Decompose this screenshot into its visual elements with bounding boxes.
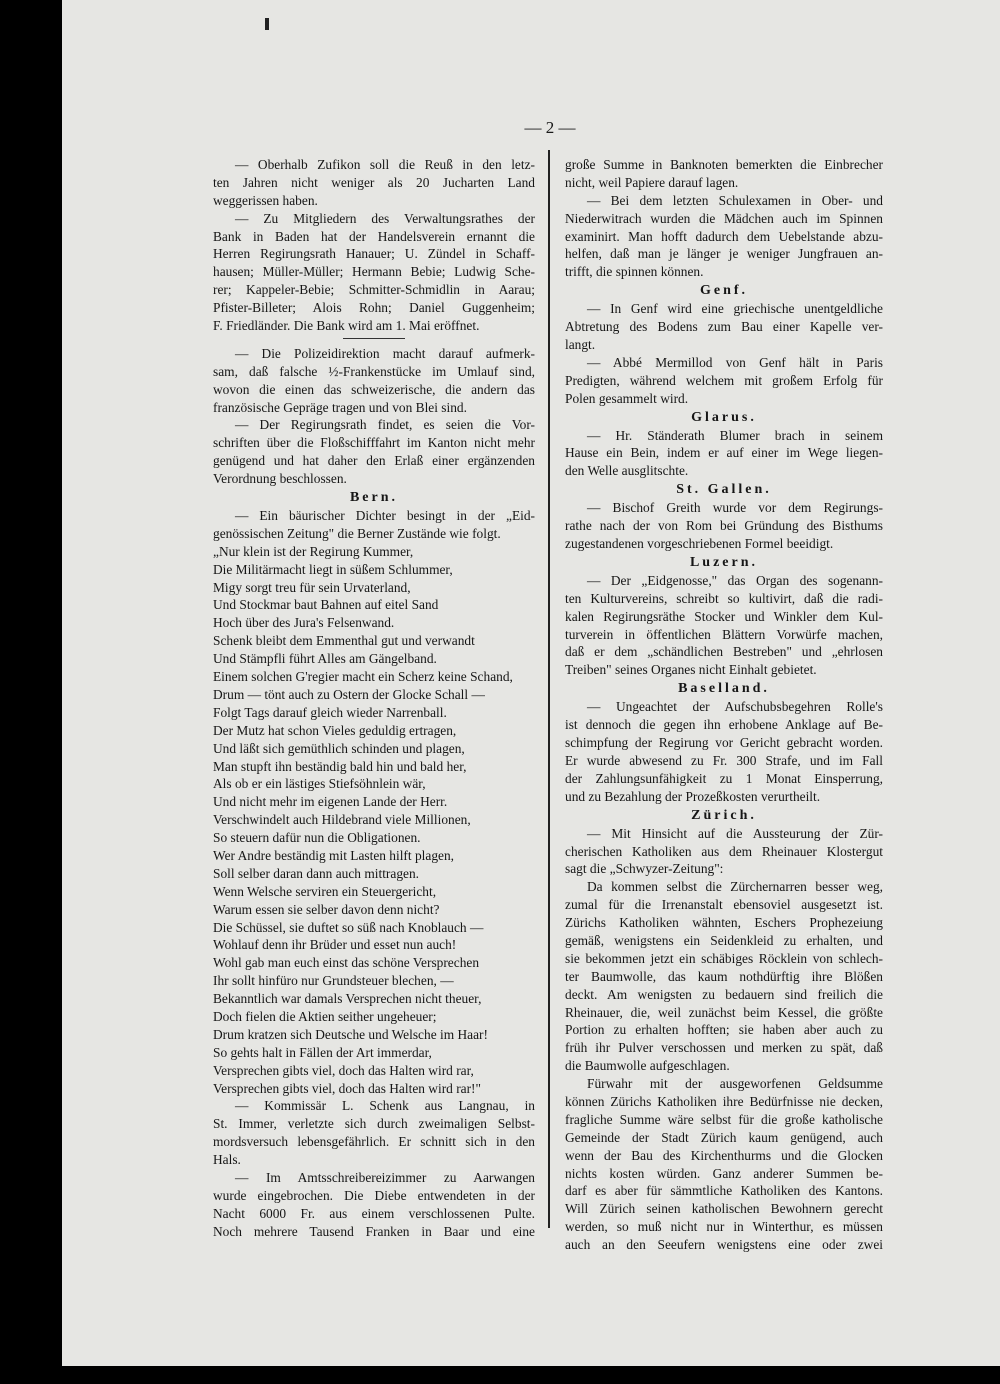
article-paragraph xyxy=(213,507,535,543)
text-line: Da kommen selbst die Zürchernarren besser weg, xyxy=(587,879,883,895)
article-paragraph xyxy=(565,825,883,879)
article-paragraph xyxy=(565,499,883,553)
text-line: ten Kulturvereins, schreibt so kultivirt, daß die radi- xyxy=(565,590,883,606)
section-heading: Zürich. xyxy=(691,807,757,823)
text-line: gemäß, wenigstens ein Seidenkleid zu erhalten, und xyxy=(565,932,883,948)
text-line: kalen Regirungsräthe Stocker und Winkler dem Kul- xyxy=(565,608,883,624)
text-line: darf es aber für sämmtliche Katholiken des Kantons. xyxy=(565,1183,883,1199)
text-line: Zürichs Katholiken wähnten, Eschers Prophezeiung xyxy=(565,915,883,931)
text-line: werden, so muß nicht nur in Winterthur, es müssen xyxy=(565,1219,883,1235)
text-line: Treiben" seines Organes nicht Einhalt gebietet. xyxy=(565,662,817,678)
text-line: — Bischof Greith wurde vor dem Regirungs- xyxy=(587,500,883,516)
text-line: — Der „Eidgenosse," das Organ des sogenann- xyxy=(587,572,883,588)
text-line: Er wurde abwesend zu Fr. 300 Strafe, und im Fall xyxy=(565,752,883,768)
text-line: zugestandenen vorgeschriebenen Formel beeidigt. xyxy=(565,536,834,552)
text-line: — Bei dem letzten Schulexamen in Ober- und xyxy=(587,192,883,208)
text-line: französische Gepräge tragen und von Blei sind. xyxy=(213,399,467,415)
article-paragraph xyxy=(565,1075,883,1254)
text-line: Die Schüssel, sie duftet so süß nach Knoblauch — xyxy=(213,919,484,935)
section-heading: St. Gallen. xyxy=(676,482,772,498)
text-line: — In Genf wird eine griechische unentgeldliche xyxy=(587,301,883,317)
text-line: sie bekommen jetzt ein schäbiges Röcklein von schlech- xyxy=(565,950,883,966)
article-paragraph xyxy=(213,210,535,335)
text-line: und zu Bezahlung der Prozeßkosten verurtheilt. xyxy=(565,788,821,804)
article-paragraph xyxy=(565,878,883,1075)
text-line: Fürwahr mit der ausgeworfenen Geldsumme xyxy=(587,1076,883,1092)
text-line: So gehts halt in Fällen der Art immerdar, xyxy=(213,1044,432,1060)
text-line: rer; Kappeler-Bebie; Schmitter-Schmidlin in Aarau; xyxy=(213,282,535,298)
text-line: Migy sorgt treu für sein Urvaterland, xyxy=(213,579,411,595)
article-paragraph xyxy=(565,698,883,805)
text-line: wenn der Bau des Kirchenthurms und die Glocken xyxy=(565,1147,883,1163)
text-line: cherischen Katholiken aus dem Rheinauer Klostergut xyxy=(565,843,883,859)
text-line: Der Mutz hat schon Vieles geduldig ertragen, xyxy=(213,722,457,738)
text-line: — Ungeachtet der Aufschubsbegehren Rolle's xyxy=(587,699,883,715)
text-line: schimpfung der Regirung vor Gericht gebracht worden. xyxy=(565,735,883,751)
section-heading: Bern. xyxy=(349,490,399,506)
text-line: Folgt Tags darauf gleich wieder Narrenball. xyxy=(213,704,447,720)
text-line: — Mit Hinsicht auf die Aussteurung der Zür- xyxy=(587,825,883,841)
text-line: früh ihr Pulver verschossen und merken zu spät, daß xyxy=(565,1040,883,1056)
text-line: Versprechen gibts viel, doch das Halten wird rar, xyxy=(213,1062,474,1078)
text-line: Und Stockmar baut Bahnen auf eitel Sand xyxy=(213,597,439,613)
text-line: nicht, weil Papiere darauf lagen. xyxy=(565,174,739,190)
text-line: — Oberhalb Zufikon soll die Reuß in den letz- xyxy=(235,157,535,172)
text-line: Gemeinde der Stadt Zürich kaum genügend, auch xyxy=(565,1129,883,1145)
article-paragraph xyxy=(565,572,883,679)
text-line: Hoch über des Jura's Felsenwand. xyxy=(213,615,395,631)
text-line: hausen; Müller-Müller; Hermann Bebie; Ludwig Sche- xyxy=(213,264,535,280)
text-line: turverein in öffentlichen Blättern Vorwürfe machen, xyxy=(565,626,883,642)
text-line: — Die Polizeidirektion macht darauf aufmerk- xyxy=(235,345,535,361)
text-line: weggerissen haben. xyxy=(213,192,318,208)
text-line: Pfister-Billeter; Alois Rohn; Daniel Guggenheim; xyxy=(213,300,535,316)
text-line: sagt die „Schwyzer-Zeitung": xyxy=(565,861,724,877)
text-line: Rheinauer, die, weil zunächst beim Kessel, die größte xyxy=(565,1004,883,1020)
text-line: ten Jahren nicht weniger als 20 Jucharten Land xyxy=(213,174,535,190)
section-heading: Genf. xyxy=(699,283,749,299)
text-line: Polen gesammelt wird. xyxy=(565,390,689,406)
text-line: Schenk bleibt dem Emmenthal gut und verwandt xyxy=(213,633,475,649)
section-heading: Baselland. xyxy=(678,681,770,697)
text-line: Die Militärmacht liegt in süßem Schlummer, xyxy=(213,561,453,577)
text-line: F. Friedländer. Die Bank wird am 1. Mai eröffnet. xyxy=(213,318,480,334)
margin-mark xyxy=(265,18,269,30)
text-line: wurde eingebrochen. Die Diebe entwendeten in der xyxy=(213,1187,535,1203)
section-heading: Luzern. xyxy=(689,554,759,570)
text-line: der Zahlungsunfähigkeit zu 1 Monat Einsperrung, xyxy=(565,770,883,786)
text-line: Man stupft ihn beständig bald hin und bald her, xyxy=(213,758,467,774)
text-line: — Zu Mitgliedern des Verwaltungsrathes der xyxy=(235,210,535,226)
text-line: Verschwindelt auch Hildebrand viele Millionen, xyxy=(213,812,471,828)
text-line: Versprechen gibts viel, doch das Halten wird rar!" xyxy=(213,1080,481,1096)
text-line: Ihr sollt hinfüro nur Grundsteuer blechen, — xyxy=(213,973,454,989)
text-line: Nacht 6000 Fr. aus einem verschlossenen Pulte. xyxy=(213,1205,535,1221)
article-paragraph xyxy=(213,1169,535,1241)
text-line: Noch mehrere Tausend Franken in Baar und eine xyxy=(213,1223,535,1239)
text-line: — Im Amtsschreibereizimmer zu Aarwangen xyxy=(235,1169,535,1185)
text-line: Und Stämpfli führt Alles am Gängelband. xyxy=(213,651,437,667)
text-line: So steuern dafür nun die Obligationen. xyxy=(213,830,421,846)
article-paragraph xyxy=(213,416,535,488)
text-line: examinirt. Man hofft dadurch dem Uebelstande abzu- xyxy=(565,228,883,244)
text-line: Will Zürich seinen katholischen Bewohnern gerecht xyxy=(565,1201,883,1217)
section-heading: Glarus. xyxy=(691,409,757,425)
text-line: Drum — tönt auch zu Ostern der Glocke Schall — xyxy=(213,686,485,702)
text-line: Portion zu erhalten hofften; sie haben aber auch zu xyxy=(565,1022,883,1038)
text-line: Wenn Welsche serviren ein Steuergericht, xyxy=(213,883,437,899)
article-paragraph xyxy=(213,1097,535,1169)
article-paragraph xyxy=(565,192,883,281)
text-line: Predigten, während welchem mit großem Erfolg für xyxy=(565,372,883,388)
text-line: Wohlauf denn ihr Brüder und esset nun auch! xyxy=(213,937,457,953)
text-line: — Kommissär L. Schenk aus Langnau, in xyxy=(235,1098,535,1114)
text-line: ter Baumwolle, das kaum nothdürftig ihre Blößen xyxy=(565,968,883,984)
text-line: zumal für die Irrenanstalt ebensoviel ausgesetzt ist. xyxy=(565,897,883,913)
text-line: deckt. Am wenigsten zu bedauern sind freilich die xyxy=(565,986,883,1002)
text-line: Wohl gab man euch einst das schöne Versprechen xyxy=(213,955,480,971)
text-line: Hals. xyxy=(213,1152,241,1168)
text-line: wovon die einen das schweizerische, die andern das xyxy=(213,381,535,397)
text-line: Herren Regirungsrath Hanauer; U. Zündel in Schaff- xyxy=(213,246,535,262)
article-paragraph xyxy=(213,345,535,417)
section-rule xyxy=(213,335,535,345)
text-line: nichts kosten würden. Ganz anderer Summen be- xyxy=(565,1165,883,1181)
text-line: „Nur klein ist der Regirung Kummer, xyxy=(213,543,414,559)
text-line: Als ob er ein lästiges Stiefsöhnlein wär, xyxy=(213,776,426,792)
text-line: können Zürichs Katholiken ihre Bedürfnisse nie decken, xyxy=(565,1093,883,1109)
article-paragraph xyxy=(565,354,883,408)
text-line: Warum essen sie selber davon denn nicht? xyxy=(213,901,440,917)
text-line: Soll selber daran dann auch mittragen. xyxy=(213,865,419,881)
text-line: Und nicht mehr im eigenen Lande der Herr. xyxy=(213,794,448,810)
text-line: rathe nach der von Rom bei Gründung des Bisthums xyxy=(565,518,883,534)
left-column xyxy=(213,156,535,1241)
column-divider xyxy=(548,150,550,1228)
text-line: langt. xyxy=(565,337,596,353)
poem xyxy=(213,543,535,1098)
text-line: ist dennoch die gegen ihn erhobene Anklage auf Be- xyxy=(565,717,883,733)
text-line: — Ein bäurischer Dichter besingt in der „Eid- xyxy=(235,508,535,524)
text-line: genügend und hat daher den Erlaß einer ergänzenden xyxy=(213,453,535,469)
text-line: Bank in Baden hat der Handelsverein ernannt die xyxy=(213,228,535,244)
text-line: mordsversuch lebensgefährlich. Er schnitt sich in den xyxy=(213,1134,535,1150)
page-number: — 2 — xyxy=(524,118,576,137)
article-paragraph xyxy=(565,427,883,481)
text-line: Einem solchen G'regier macht ein Scherz keine Schand, xyxy=(213,669,513,685)
text-line: die Baumwolle aufgeschlagen. xyxy=(565,1058,730,1074)
text-line: Bekanntlich war damals Versprechen nicht theuer, xyxy=(213,991,482,1007)
text-line: — Abbé Mermillod von Genf hält in Paris xyxy=(587,354,883,370)
article-paragraph xyxy=(565,300,883,354)
text-line: — Hr. Ständerath Blumer brach in seinem xyxy=(587,427,883,443)
text-line: daß er dem „schändlichen Bestreben" und „ehrlosen xyxy=(565,644,883,660)
article-paragraph xyxy=(565,156,883,192)
text-line: sam, daß falsche ½-Frankenstücke im Umlauf sind, xyxy=(213,363,535,379)
text-line: trifft, die spinnen können. xyxy=(565,264,704,280)
text-line: St. Immer, verletzte sich durch zweimaligen Selbst- xyxy=(213,1116,535,1132)
text-line: Doch fielen die Aktien seither ungeheuer; xyxy=(213,1008,437,1024)
text-line: — Der Regirungsrath findet, es seien die Vor- xyxy=(235,417,535,433)
text-line: große Summe in Banknoten bemerkten die Einbrecher xyxy=(565,157,883,172)
text-line: Und läßt sich gemüthlich schinden und plagen, xyxy=(213,740,465,756)
text-line: Abtretung des Bodens zum Bau einer Kapelle ver- xyxy=(565,319,883,335)
text-line: Wer Andre beständig mit Lasten hilft plagen, xyxy=(213,847,455,863)
text-line: Drum kratzen sich Deutsche und Welsche im Haar! xyxy=(213,1026,488,1042)
text-line: auch an den Seeufern wenigstens eine oder zwei xyxy=(565,1237,883,1253)
right-column xyxy=(565,156,883,1254)
text-line: schriften über die Floßschifffahrt im Kanton nicht mehr xyxy=(213,435,535,451)
text-line: fragliche Summe wäre selbst für die große katholische xyxy=(565,1111,883,1127)
text-line: Niederwitrach wurden die Mädchen auch im Spinnen xyxy=(565,210,883,226)
text-line: helfen, daß man je länger je weniger Jungfrauen an- xyxy=(565,246,883,262)
text-line: genössischen Zeitung" die Berner Zustände wie folgt. xyxy=(213,525,501,541)
text-line: Hause ein Bein, indem er auf einer im Wege liegen- xyxy=(565,445,883,461)
article-paragraph xyxy=(213,156,535,210)
text-line: Verordnung beschlossen. xyxy=(213,471,347,487)
text-line: den Welle ausglitschte. xyxy=(565,463,689,479)
